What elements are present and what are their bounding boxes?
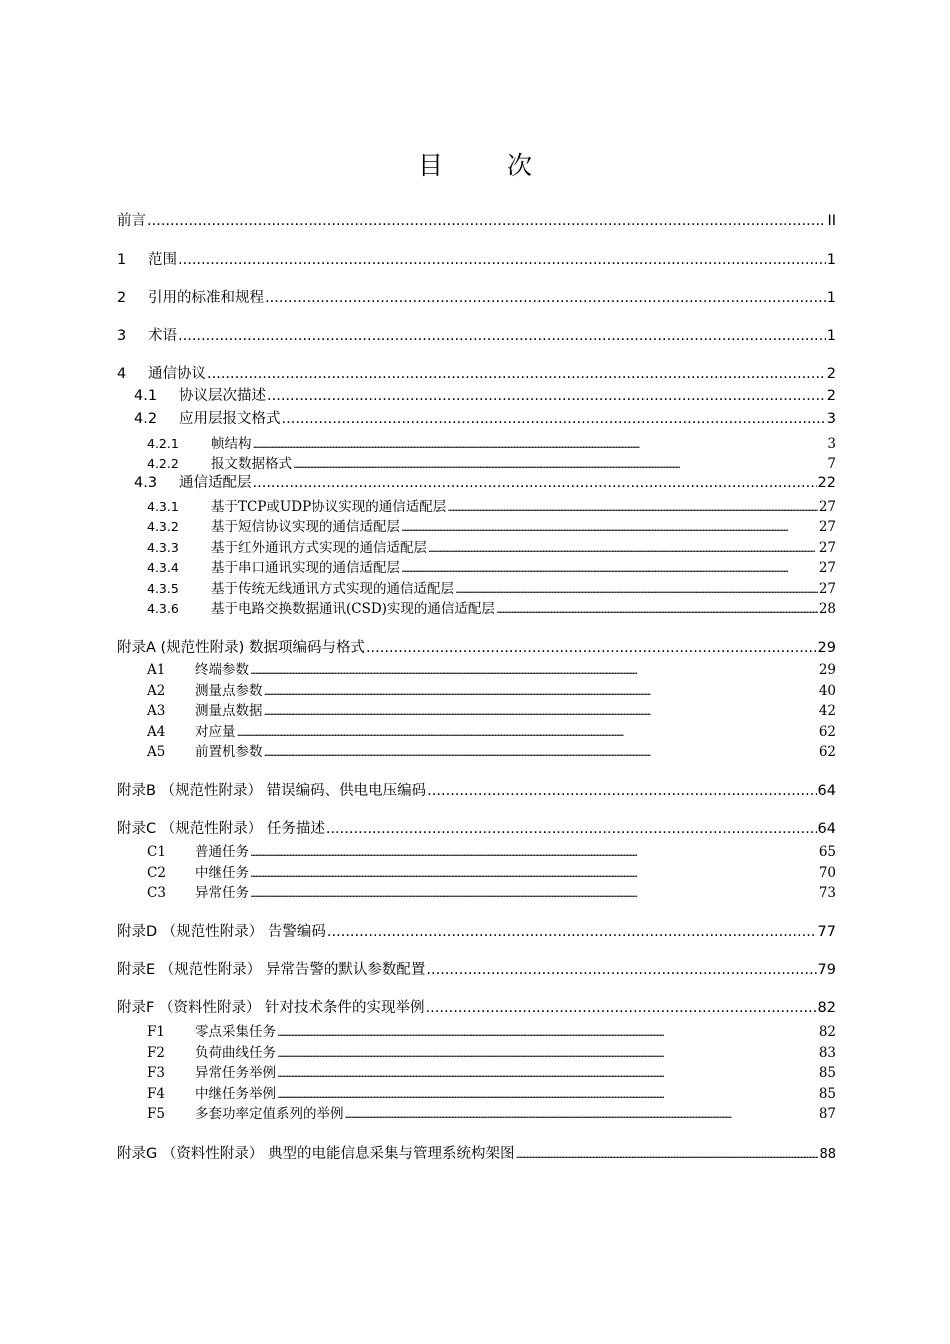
toc-entry-title: 附录C （规范性附录） 任务描述 — [117, 821, 325, 837]
toc-entry-title: 基于传统无线通讯方式实现的通信适配层 — [211, 581, 454, 597]
toc-entry-f4[interactable] — [147, 1085, 836, 1104]
toc-entry-number: 4.3.3 — [147, 540, 179, 555]
toc-entry-a2[interactable] — [147, 682, 836, 701]
toc-entry-number: A3 — [147, 703, 166, 719]
toc-entry-number: F4 — [147, 1086, 165, 1102]
toc-entry-title: 报文数据格式 — [211, 456, 292, 472]
toc-leader-dots — [253, 473, 817, 493]
toc-leader-dots — [428, 539, 818, 558]
toc-leader-dots — [147, 211, 826, 231]
toc-entry-number: 4.3.5 — [147, 581, 179, 596]
toc-entry-title: 附录A (规范性附录) 数据项编码与格式 — [117, 640, 365, 656]
toc-entry-page: 27 — [818, 560, 836, 576]
toc-entry-number: F2 — [147, 1045, 165, 1061]
toc-entry-page: 1 — [826, 328, 836, 344]
toc-entry-f2[interactable] — [147, 1044, 836, 1063]
toc-leader-dots — [207, 364, 826, 384]
toc-entry-number: 4.3.4 — [147, 560, 179, 575]
toc-entry-page: 62 — [818, 724, 836, 740]
toc-entry-4-2-2[interactable] — [147, 454, 836, 474]
toc-entry-title: 异常任务 — [195, 885, 249, 901]
toc-entry-title: 普通任务 — [195, 844, 249, 860]
toc-entry-page: 3 — [827, 436, 836, 452]
toc-entry-appendix-g[interactable] — [117, 1144, 836, 1165]
toc-entry-appendix-e[interactable] — [117, 960, 836, 980]
toc-leader-dots — [250, 884, 818, 903]
toc-entry-page: 85 — [818, 1065, 836, 1081]
toc-entry-page: 73 — [818, 885, 836, 901]
toc-leader-dots — [455, 580, 818, 599]
toc-entry-a5[interactable] — [147, 743, 836, 762]
toc-entry-page: 27 — [818, 499, 836, 515]
toc-entry-title: 零点采集任务 — [195, 1024, 276, 1040]
toc-entry-title: 通信适配层 — [179, 475, 252, 491]
toc-entry-title: 中继任务 — [195, 865, 249, 881]
toc-entry-title: 术语 — [148, 328, 177, 344]
toc-entry-page: II — [827, 213, 836, 229]
toc-entry-c2[interactable] — [147, 864, 836, 883]
toc-leader-dots — [277, 1085, 818, 1104]
toc-entry-title: 中继任务举例 — [195, 1086, 276, 1102]
toc-entry-title: 负荷曲线任务 — [195, 1045, 276, 1061]
toc-entry-page: 83 — [818, 1045, 836, 1061]
toc-entry-4-3-2[interactable] — [147, 517, 836, 537]
toc-entry-f5[interactable] — [147, 1105, 836, 1124]
toc-entry-f3[interactable] — [147, 1064, 836, 1083]
toc-entry-title: 基于电路交换数据通讯(CSD)实现的通信适配层 — [211, 601, 495, 617]
toc-entry-title: 帧结构 — [211, 436, 252, 452]
toc-entry-appendix-a[interactable] — [117, 638, 836, 658]
toc-entry-page: 62 — [818, 744, 836, 760]
toc-entry-page: 1 — [826, 252, 836, 268]
toc-entry-number: 4.3.6 — [147, 601, 179, 616]
toc-entry-page: 27 — [818, 581, 836, 597]
toc-entry-title: 附录D （规范性附录） 告警编码 — [117, 924, 326, 940]
toc-entry-preface[interactable] — [117, 211, 836, 231]
toc-entry-title: 测量点数据 — [195, 703, 263, 719]
toc-entry-title: 附录B （规范性附录） 错误编码、供电电压编码 — [117, 783, 427, 799]
toc-entry-a3[interactable] — [147, 702, 836, 721]
toc-entry-1[interactable] — [117, 250, 836, 270]
toc-entry-a1[interactable] — [147, 661, 836, 680]
toc-entry-a4[interactable] — [147, 723, 836, 742]
toc-leader-dots — [264, 682, 818, 701]
toc-entry-4[interactable] — [117, 364, 836, 384]
toc-leader-dots — [250, 843, 818, 862]
toc-leader-dots — [265, 288, 826, 308]
toc-entry-4-3[interactable] — [134, 473, 836, 493]
toc-entry-4-3-6[interactable] — [147, 599, 836, 619]
toc-entry-number: C1 — [147, 844, 166, 860]
toc-leader-dots — [401, 518, 818, 537]
toc-entry-2[interactable] — [117, 288, 836, 308]
toc-leader-dots — [426, 960, 816, 980]
toc-entry-4-2-1[interactable] — [147, 434, 836, 454]
toc-leader-dots — [178, 326, 826, 346]
toc-entry-page: 85 — [818, 1086, 836, 1102]
toc-entry-title: 附录F （资料性附录） 针对技术条件的实现举例 — [117, 1000, 425, 1016]
toc-entry-number: 4.2.1 — [147, 436, 179, 451]
toc-leader-dots — [366, 638, 817, 658]
toc-entry-4-1[interactable] — [134, 386, 836, 406]
toc-entry-title: 对应量 — [195, 724, 236, 740]
toc-leader-dots — [253, 435, 827, 454]
toc-entry-number: 4.3.2 — [147, 519, 179, 534]
toc-entry-page: 40 — [818, 683, 836, 699]
toc-entry-page: 79 — [817, 962, 836, 978]
toc-entry-page: 70 — [818, 865, 836, 881]
toc-leader-dots — [277, 1023, 818, 1042]
toc-entry-page: 3 — [826, 411, 836, 427]
toc-entry-number: 4.2 — [134, 411, 158, 427]
toc-entry-title: 应用层报文格式 — [179, 411, 281, 427]
toc-leader-dots — [427, 781, 816, 801]
toc-entry-number: A1 — [147, 662, 166, 678]
toc-leader-dots — [447, 498, 818, 517]
toc-entry-number: 4.3.1 — [147, 499, 179, 514]
toc-leader-dots — [345, 1105, 818, 1124]
toc-entry-page: 2 — [826, 388, 836, 404]
toc-leader-dots — [264, 743, 818, 762]
toc-entry-number: C3 — [147, 885, 166, 901]
toc-entry-number: 4.3 — [134, 475, 158, 491]
toc-entry-title: 基于短信协议实现的通信适配层 — [211, 519, 400, 535]
toc-entry-4-3-5[interactable] — [147, 579, 836, 599]
toc-entry-page: 28 — [818, 601, 836, 617]
toc-entry-number: 1 — [117, 252, 127, 268]
toc-entry-page: 42 — [818, 703, 836, 719]
toc-entry-page: 29 — [818, 662, 836, 678]
toc-entry-page: 27 — [818, 540, 836, 556]
toc-entry-page: 27 — [818, 519, 836, 535]
toc-entry-page: 87 — [818, 1106, 836, 1122]
toc-entry-title: 基于串口通讯实现的通信适配层 — [211, 560, 400, 576]
toc-entry-page: 7 — [827, 456, 836, 472]
toc-leader-dots — [250, 661, 818, 680]
toc-leader-dots — [277, 1064, 818, 1083]
toc-entry-title: 异常任务举例 — [195, 1065, 276, 1081]
toc-leader-dots — [515, 1145, 818, 1165]
toc-entry-page: 29 — [817, 640, 836, 656]
toc-entry-number: C2 — [147, 865, 166, 881]
toc-entry-appendix-c[interactable] — [117, 819, 836, 839]
toc-entry-4-3-3[interactable] — [147, 538, 836, 558]
toc-leader-dots — [282, 409, 826, 429]
toc-entry-number: F5 — [147, 1106, 165, 1122]
toc-entry-page: 22 — [817, 475, 836, 491]
toc-entry-page: 82 — [817, 1000, 836, 1016]
toc-leader-dots — [401, 559, 818, 578]
toc-entry-4-2[interactable] — [134, 409, 836, 429]
toc-leader-dots — [237, 723, 818, 742]
toc-entry-title: 引用的标准和规程 — [148, 290, 264, 306]
toc-entry-title: 测量点参数 — [195, 683, 263, 699]
toc-leader-dots — [277, 1044, 818, 1063]
toc-leader-dots — [426, 998, 817, 1018]
toc-entry-number: F1 — [147, 1024, 165, 1040]
toc-leader-dots — [326, 819, 817, 839]
toc-entry-page: 77 — [817, 924, 836, 940]
toc-entry-appendix-d[interactable] — [117, 922, 836, 942]
toc-entry-f1[interactable] — [147, 1023, 836, 1042]
toc-leader-dots — [496, 600, 818, 619]
toc-entry-number: 3 — [117, 328, 127, 344]
toc-entry-page: 64 — [817, 821, 836, 837]
toc-entry-page: 82 — [818, 1024, 836, 1040]
toc-entry-number: 4.2.2 — [147, 456, 179, 471]
toc-entry-title: 协议层次描述 — [179, 388, 266, 404]
toc-entry-title: 前置机参数 — [195, 744, 263, 760]
toc-entry-title: 基于红外通讯方式实现的通信适配层 — [211, 540, 427, 556]
toc-entry-3[interactable] — [117, 326, 836, 346]
toc-entry-page: 2 — [826, 366, 836, 382]
toc-leader-dots — [250, 864, 818, 883]
toc-entry-title: 附录E （规范性附录） 异常告警的默认参数配置 — [117, 962, 426, 978]
toc-entry-c1[interactable] — [147, 843, 836, 862]
toc-entry-c3[interactable] — [147, 884, 836, 903]
toc-entry-title: 基于TCP或UDP协议实现的通信适配层 — [211, 499, 447, 515]
toc-entry-number: A5 — [147, 744, 166, 760]
toc-entry-page: 1 — [826, 290, 836, 306]
toc-leader-dots — [267, 386, 826, 406]
toc-entry-number: A2 — [147, 683, 166, 699]
toc-entry-title: 终端参数 — [195, 662, 249, 678]
toc-entry-appendix-b[interactable] — [117, 781, 836, 801]
toc-leader-dots — [178, 250, 826, 270]
toc-entry-page: 64 — [817, 783, 836, 799]
toc-entry-number: A4 — [147, 724, 166, 740]
toc-entry-title: 附录G （资料性附录） 典型的电能信息采集与管理系统构架图 — [117, 1146, 515, 1162]
toc-entry-4-3-1[interactable] — [147, 497, 836, 517]
page-title: 目 次 — [418, 151, 560, 180]
toc-entry-title: 前言 — [117, 213, 146, 229]
toc-entry-number: 4.1 — [134, 388, 158, 404]
toc-entry-title: 多套功率定值系列的举例 — [195, 1106, 344, 1122]
toc-entry-title: 通信协议 — [148, 366, 206, 382]
toc-entry-title: 范围 — [148, 252, 177, 268]
toc-leader-dots — [264, 702, 818, 721]
toc-leader-dots — [327, 922, 817, 942]
toc-entry-page: 88 — [819, 1147, 836, 1162]
toc-leader-dots — [293, 455, 826, 474]
toc-entry-4-3-4[interactable] — [147, 558, 836, 578]
toc-entry-number: 4 — [117, 366, 127, 382]
toc-entry-number: 2 — [117, 290, 127, 306]
toc-entry-number: F3 — [147, 1065, 165, 1081]
toc-entry-page: 65 — [818, 844, 836, 860]
toc-entry-appendix-f[interactable] — [117, 998, 836, 1018]
